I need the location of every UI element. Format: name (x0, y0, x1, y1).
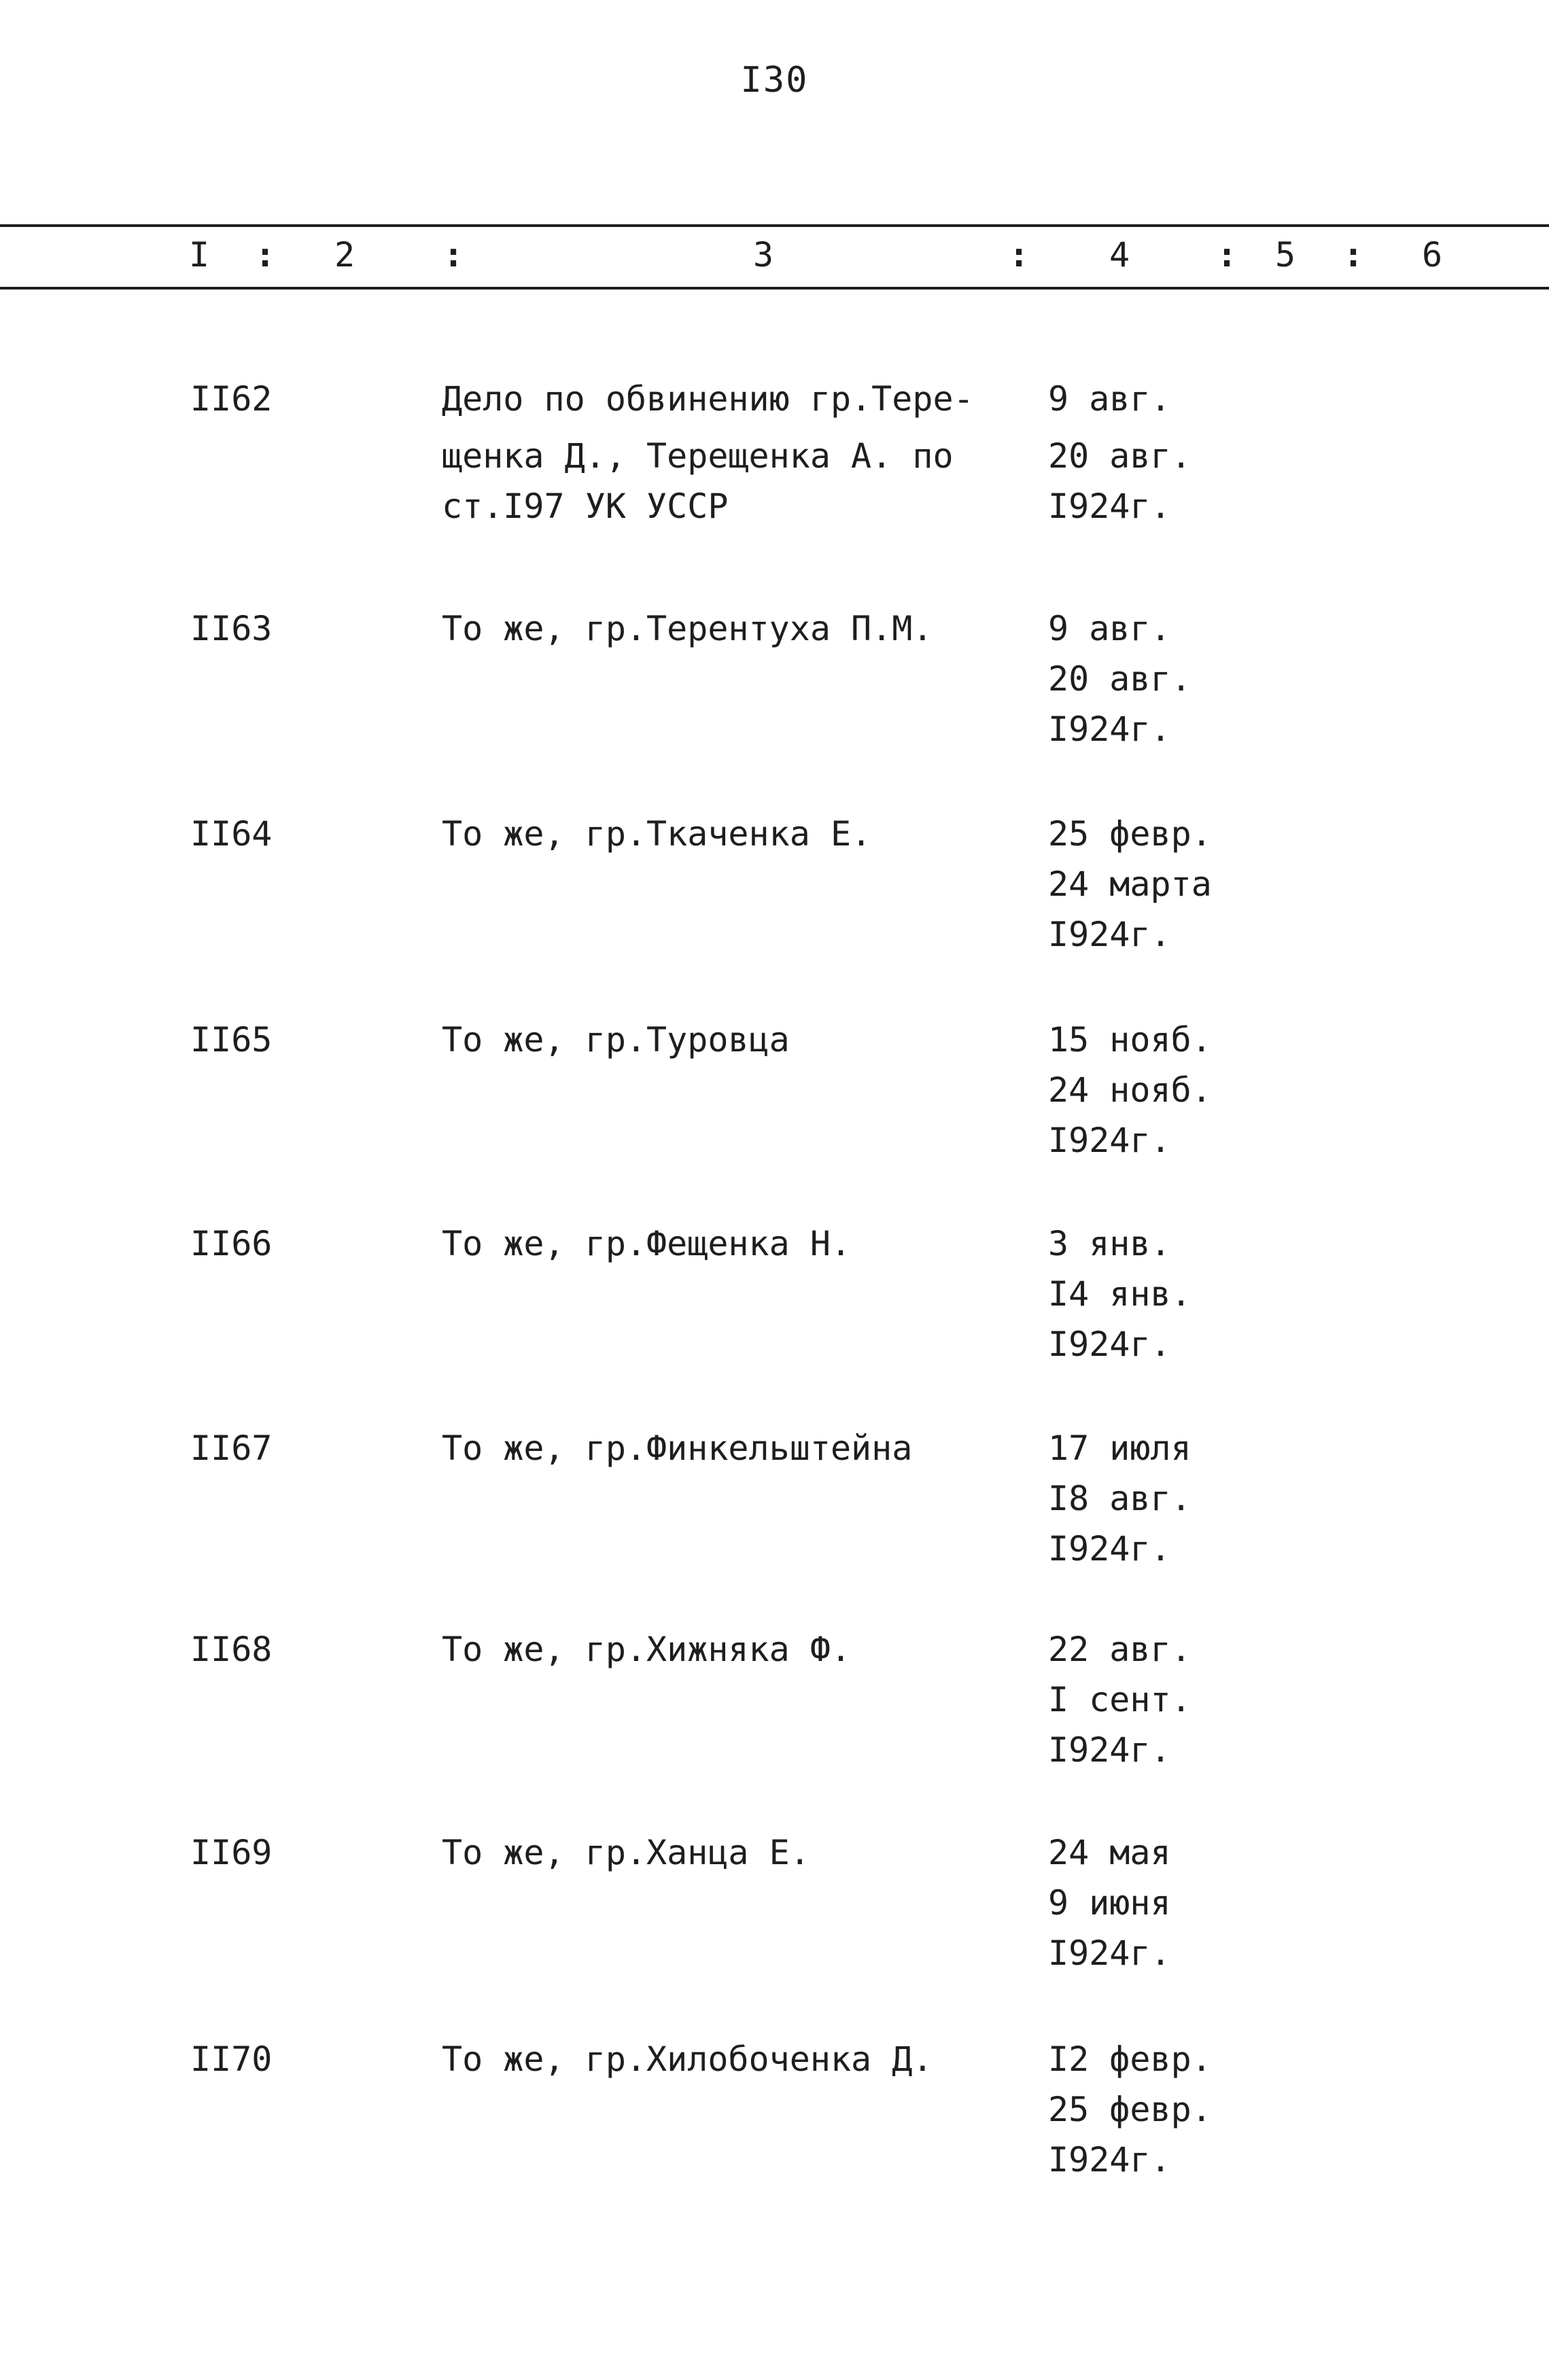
file-dates (1048, 370, 1320, 535)
description-line: щенка Д., Терещенка А. по (442, 436, 954, 476)
file-dates (1048, 1827, 1320, 1978)
start-date: 3 янв. (1048, 1224, 1171, 1263)
column-header-4: 4 (1109, 235, 1130, 275)
file-number: II68 (190, 1630, 273, 1669)
column-separator: : (1217, 235, 1238, 275)
start-date: 22 авг. (1048, 1630, 1191, 1669)
column-separator: : (1343, 235, 1364, 275)
file-dates (1048, 603, 1320, 754)
end-date: I сент. (1048, 1680, 1191, 1719)
file-dates (1048, 1219, 1320, 1369)
year: I924г. (1048, 487, 1171, 526)
end-date: 9 июня (1048, 1883, 1171, 1923)
table-column-header (0, 231, 1549, 279)
start-date: 9 авг. (1048, 379, 1171, 419)
file-number: II67 (190, 1429, 273, 1468)
year: I924г. (1048, 1730, 1171, 1770)
file-number: II65 (190, 1020, 273, 1060)
start-date: 24 мая (1048, 1833, 1171, 1872)
column-separator: : (1009, 235, 1030, 275)
table-header-top-rule (0, 224, 1549, 227)
table-header-bottom-rule (0, 287, 1549, 290)
year: I924г. (1048, 710, 1171, 749)
file-number: II66 (190, 1224, 273, 1263)
start-date: 9 авг. (1048, 609, 1171, 648)
file-description (442, 2034, 1006, 2084)
start-date: 15 нояб. (1048, 1020, 1212, 1060)
year: I924г. (1048, 2140, 1171, 2180)
file-number: II69 (190, 1833, 273, 1872)
file-description (442, 1624, 1006, 1675)
description-line: То же, гр.Ткаченка Е. (442, 814, 872, 854)
end-date: 20 авг. (1048, 659, 1191, 699)
description-line: То же, гр.Фещенка Н. (442, 1224, 852, 1263)
description-line: То же, гр.Хилобоченка Д. (442, 2040, 933, 2079)
column-header-3: 3 (753, 235, 774, 275)
column-header-6: 6 (1422, 235, 1443, 275)
file-dates (1048, 2034, 1320, 2185)
end-date: I4 янв. (1048, 1274, 1191, 1314)
column-header-2: 2 (334, 235, 355, 275)
year: I924г. (1048, 915, 1171, 954)
description-line: Дело по обвинению гр.Тере- (442, 379, 974, 419)
end-date: I8 авг. (1048, 1479, 1191, 1518)
file-description (442, 1015, 1006, 1065)
description-line: То же, гр.Туровца (442, 1020, 790, 1060)
year: I924г. (1048, 1933, 1171, 1973)
end-date: 25 февр. (1048, 2090, 1212, 2129)
file-dates (1048, 809, 1320, 960)
file-description (442, 603, 1006, 654)
column-header-1: I (189, 235, 210, 275)
file-dates (1048, 1423, 1320, 1574)
start-date: 25 февр. (1048, 814, 1212, 854)
file-description (442, 1219, 1006, 1269)
file-number: II64 (190, 814, 273, 854)
description-line: То же, гр.Ханца Е. (442, 1833, 810, 1872)
end-date: 24 марта (1048, 864, 1212, 904)
file-dates (1048, 1015, 1320, 1166)
file-description (442, 809, 1006, 859)
start-date: I2 февр. (1048, 2040, 1212, 2079)
description-line: ст.I97 УК УССР (442, 487, 729, 526)
file-description (442, 1423, 1006, 1473)
description-line: То же, гр.Хижняка Ф. (442, 1630, 852, 1669)
end-date: 20 авг. (1048, 436, 1191, 476)
year: I924г. (1048, 1121, 1171, 1160)
file-dates (1048, 1624, 1320, 1775)
column-separator: : (443, 235, 464, 275)
file-number: II63 (190, 609, 273, 648)
file-number: II70 (190, 2040, 273, 2079)
year: I924г. (1048, 1529, 1171, 1569)
end-date: 24 нояб. (1048, 1070, 1212, 1110)
page-number: I30 (740, 60, 809, 101)
description-line: То же, гр.Финкельштейна (442, 1429, 913, 1468)
file-description (442, 370, 1006, 535)
file-number: II62 (190, 379, 273, 419)
column-separator: : (255, 235, 276, 275)
year: I924г. (1048, 1325, 1171, 1364)
column-header-5: 5 (1275, 235, 1296, 275)
description-line: То же, гр.Терентуха П.М. (442, 609, 933, 648)
file-description (442, 1827, 1006, 1878)
start-date: 17 июля (1048, 1429, 1191, 1468)
